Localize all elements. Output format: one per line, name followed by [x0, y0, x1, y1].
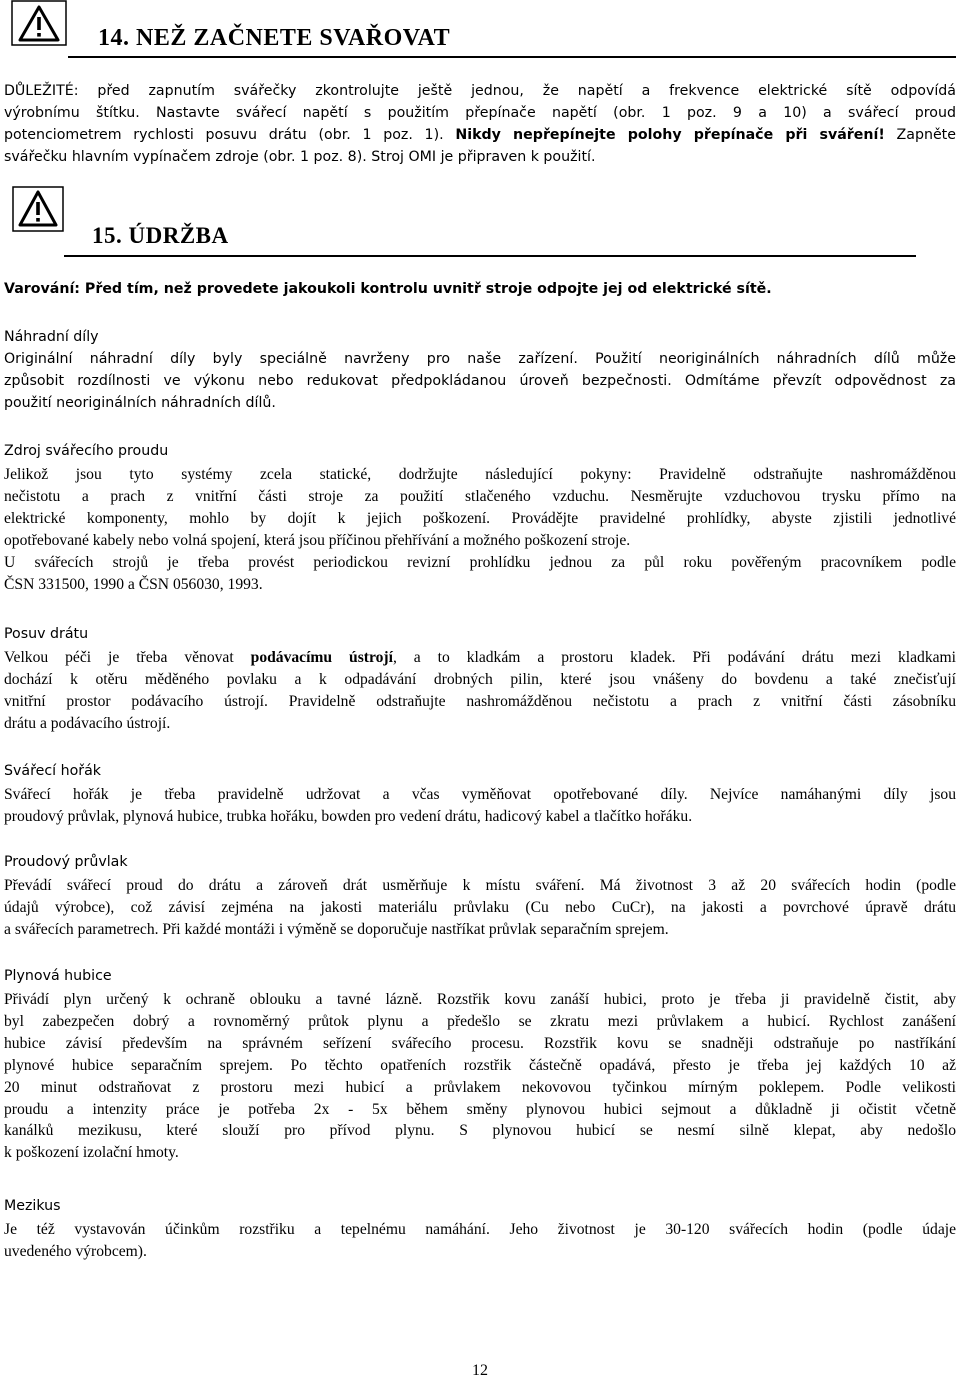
text-line: hubice závisí především na správném seřízení svářecího procesu. Rozstřik kovu se snadněji odstraňuje po nastříkání: [4, 1034, 956, 1052]
text-line: nečistotu a prach z vnitřní části stroje za použití stlačeného vzduchu. Nesměrujte vzduchovou trysku přímo na: [4, 487, 956, 505]
text-fragment: Zapněte: [884, 126, 956, 143]
text-line: výrobnímu štítku. Nastavte svářecí napětí s použitím přepínače napětí (obr. 1 poz. 9 a 10) a svářecí proud: [4, 104, 956, 121]
text-line: [4, 125, 956, 147]
spacer-text: [4, 1219, 956, 1263]
text-line: [4, 647, 956, 669]
contact-tip-heading: Proudový průvlak: [4, 854, 128, 870]
text-fragment: , a to kladkám a prostoru kladek. Při podávání drátu mezi kladkami: [392, 649, 957, 666]
feed-mechanism-emphasis: podávacímu ústrojí: [250, 649, 393, 666]
text-line: U svářecích strojů je třeba provést periodickou revizní prohlídku jednou za půl roku pověřeným pracovníkem podle: [4, 553, 956, 571]
spare-parts-text: [4, 349, 956, 415]
text-line: vnitřní prostor podávacího ústrojí. Pravidelně odstraňujte nashromážděnou nečistotu a prach z vnitřní části zásobníku: [4, 692, 956, 710]
text-line: způsobit rozdílnosti ve výkonu nebo redukovat předpokládanou úroveň bezpečnosti. Odmítáme převzít odpovědnost za: [4, 372, 956, 389]
page-number: 12: [472, 1362, 488, 1379]
text-line: Jelikož jsou tyto systémy zcela statické, dodržujte následující pokyny: Pravidelně odstraňujte nashromážděnou: [4, 466, 956, 483]
text-line: ČSN 331500, 1990 a ČSN 056030, 1993.: [4, 575, 263, 593]
text-line: Originální náhradní díly byly speciálně navrženy pro naše zařízení. Použití neoriginálních náhradních dílů může: [4, 351, 956, 367]
warning-sign-icon: [11, 0, 67, 46]
spare-parts-heading: Náhradní díly: [4, 329, 99, 345]
text-line: plynové hubice separačním sprejem. Po těchto opatřeních rozstřik částečně opadává, přesto je třeba jej každých 10 až: [4, 1056, 956, 1074]
gas-nozzle-text: [4, 989, 956, 1164]
text-line: kanálků mezikusu, které slouží pro přívod plynu. S plynovou hubicí se nesmí silně klepat, aby nedošlo: [4, 1122, 956, 1140]
text-line: byl zabezpečen dobrý a rovnoměrný průtok plynu a předešlo se zkratu mezi průvlakem a hubicí. Rychlost zanášení: [4, 1012, 956, 1030]
power-source-text: [4, 464, 956, 595]
warning-sign-icon: [12, 186, 64, 232]
wire-feed-heading: Posuv drátu: [4, 626, 89, 642]
section-15-rule: [64, 255, 916, 257]
torch-text: [4, 784, 956, 828]
never-switch-warning: Nikdy nepřepínejte polohy přepínače při sváření!: [455, 126, 885, 143]
spacer-heading: Mezikus: [4, 1198, 61, 1214]
text-line: Svářecí hořák je třeba pravidelně udržovat a včas vyměňovat opotřebované díly. Nejvíce namáhanými díly jsou: [4, 786, 956, 803]
text-line: k poškození izolační hmoty.: [4, 1144, 179, 1162]
section-14-text: [4, 81, 956, 169]
text-fragment: potenciometrem rychlosti posuvu drátu (obr. 1 poz. 1).: [4, 126, 456, 143]
text-line: svářečku hlavním vypínačem zdroje (obr. 1 poz. 8). Stroj OMI je připraven k použití.: [4, 148, 596, 165]
text-line: DŮLEŽITÉ: před zapnutím svářečky zkontrolujte ještě jednou, že napětí a frekvence elektrické sítě odpovídá: [4, 83, 956, 99]
text-line: elektrické komponenty, mohlo by dojít k jejich poškození. Provádějte pravidelné prohlídky, abyste zjistili jednotlivé: [4, 509, 956, 527]
torch-heading: Svářecí hořák: [4, 763, 102, 779]
text-line: opotřebované kabely nebo volná spojení, která jsou příčinou přehřívání a možného poškození stroje.: [4, 531, 631, 549]
text-line: Je též vystavován účinkům rozstřiku a tepelnému namáhání. Jeho životnost je 30-120 svářecích hodin (podle údaje: [4, 1221, 956, 1238]
text-line: 20 minut odstraňovat z prostoru mezi hubicí a průvlakem nekovovou tyčinkou mírným poklepem. Podle velikosti: [4, 1078, 956, 1096]
section-14-title: 14. NEŽ ZAČNETE SVAŘOVAT: [98, 25, 451, 51]
text-line: dochází k otěru měděného povlaku a k odpadávání drobných pilin, které jsou vnášeny do bovdenu a také znečisťují: [4, 670, 956, 688]
text-line: Převádí svářecí proud do drátu a zároveň drát usměrňuje k místu sváření. Má životnost 3 až 20 svářecích hodin (podle: [4, 877, 956, 894]
text-line: drátu a podávacího ústrojí.: [4, 714, 171, 732]
contact-tip-text: [4, 875, 956, 941]
text-line: proudový průvlak, plynová hubice, trubka hořáku, bowden pro vedení drátu, hadicový kabel a tlačítko hořáku.: [4, 807, 693, 825]
text-line: použití neoriginálních náhradních dílů.: [4, 394, 276, 411]
section-15-title: 15. ÚDRŽBA: [92, 223, 229, 248]
text-line: proudu a intenzity práce je potřeba 2x - 5x během směny plynovou hubici sejmout a důkladně ji očistit včetně: [4, 1100, 956, 1118]
power-source-heading: Zdroj svářecího proudu: [4, 443, 169, 459]
section-14-rule: [68, 56, 956, 58]
gas-nozzle-heading: Plynová hubice: [4, 968, 112, 984]
text-line: Přivádí plyn určený k ochraně oblouku a tavné lázně. Rozstřik kovu zanáší hubici, proto je třeba ji pravidelně čistit, aby: [4, 991, 956, 1008]
wire-feed-text: [4, 647, 956, 735]
maintenance-warning: Varování: Před tím, než provedete jakoukoli kontrolu uvnitř stroje odpojte jej od elektrické sítě.: [4, 281, 772, 297]
text-line: uvedeného výrobcem).: [4, 1242, 147, 1260]
text-line: a svářecích parametrech. Při každé montáži i výměně se doporučuje nastříkat průvlak separačním sprejem.: [4, 920, 669, 938]
text-line: údajů výrobce), což závisí zejména na jakosti materiálu průvlaku (Cu nebo CuCr), na jakosti a povrchové úpravě drátu: [4, 898, 956, 916]
text-fragment: Velkou péči je třeba věnovat: [4, 649, 251, 666]
